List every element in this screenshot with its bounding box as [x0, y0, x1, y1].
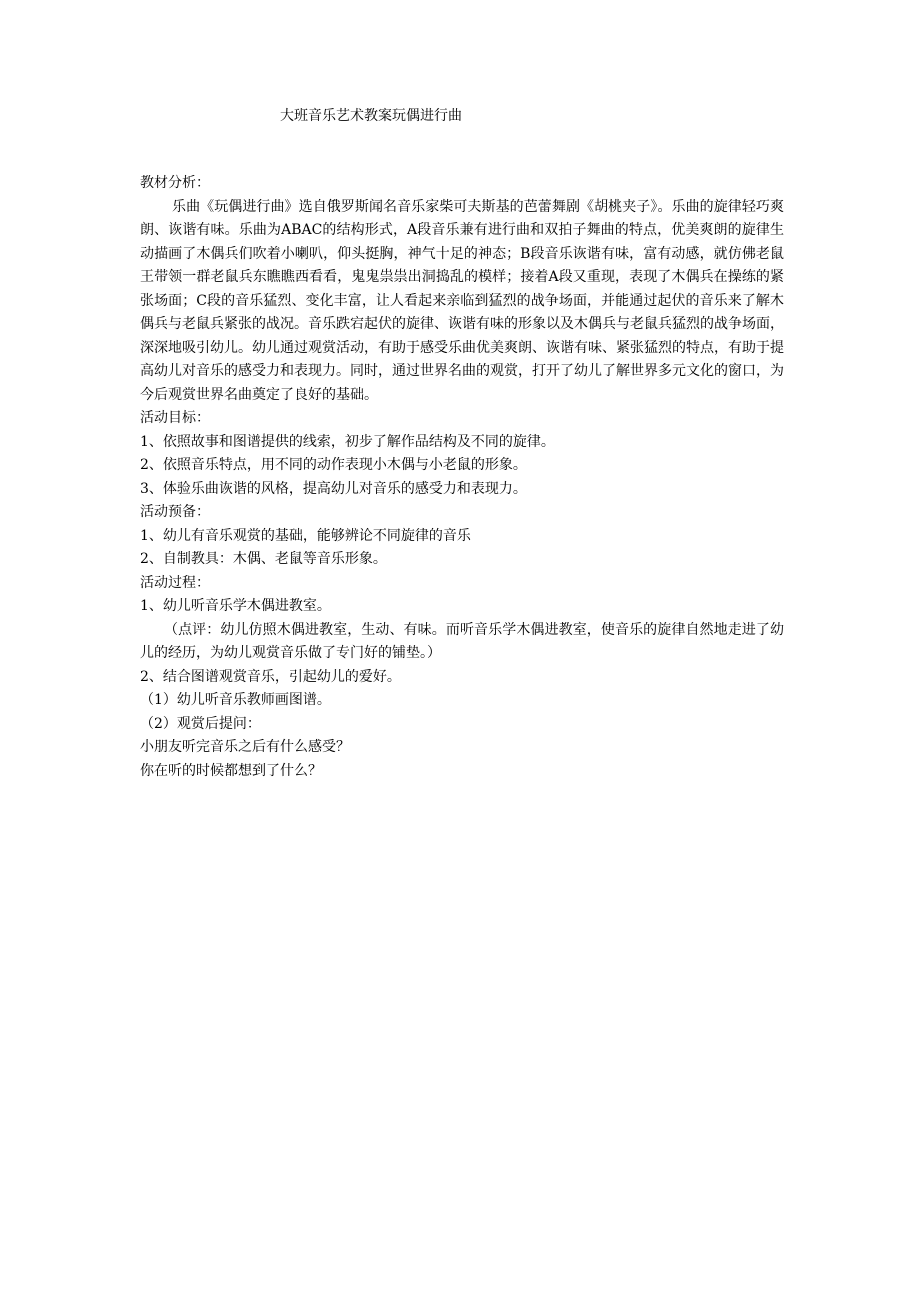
question-1: 小朋友听完音乐之后有什么感受？ [140, 739, 350, 755]
preparation-item-1: 1、幼儿有音乐观赏的基础，能够辨论不同旋律的音乐 [140, 527, 471, 544]
document-body [140, 172, 784, 783]
goal-item-3: 3、体验乐曲诙谐的风格，提高幼儿对音乐的感受力和表现力。 [140, 480, 527, 497]
goal-item-1: 1、依照故事和图谱提供的线索，初步了解作品结构及不同的旋律。 [140, 433, 555, 450]
section-heading-material-analysis: 教材分析： [140, 175, 210, 191]
process-step-2-sub-1: （1）幼儿听音乐教师画图谱。 [140, 692, 331, 708]
document-title: 大班音乐艺术教案玩偶进行曲 [280, 108, 462, 124]
question-2: 你在听的时候都想到了什么？ [140, 762, 322, 779]
process-step-1-comment: （点评：幼儿仿照木偶进教室，生动、有味。而听音乐学木偶进教室，使音乐的旋律自然地走进了幼儿的经历，为幼儿观赏音乐做了专门好的铺垫。） [140, 621, 784, 661]
process-step-2: 2、结合图谱观赏音乐，引起幼儿的爱好。 [140, 668, 401, 685]
material-analysis-paragraph: 乐曲《玩偶进行曲》选自俄罗斯闻名音乐家柴可夫斯基的芭蕾舞剧《胡桃夹子》。乐曲的旋律轻巧爽朗、诙谐有味。乐曲为ABAC的结构形式，A段音乐兼有进行曲和双拍子舞曲的特点，优美爽朗的旋律生动描画了木偶兵们吹着小喇叭，仰头挺胸，神气十足的神态；B段音乐诙谐有味，富有动感，就仿佛老鼠王带领一群老鼠兵东瞧瞧西看看，鬼鬼祟祟出洞捣乱的模样；接着A段又重现，表现了木偶兵在操练的紧张场面；C段的音乐猛烈、变化丰富，让人看起来亲临到猛烈的战争场面，并能通过起伏的音乐来了解木偶兵与老鼠兵紧张的战况。音乐跌宕起伏的旋律、诙谐有味的形象以及木偶兵与老鼠兵猛烈的战争场面，深深地吸引幼儿。幼儿通过观赏活动，有助于感受乐曲优美爽朗、诙谐有味、紧张猛烈的特点，有助于提高幼儿对音乐的感受力和表现力。同时，通过世界名曲的观赏，打开了幼儿了解世界多元文化的窗口，为今后观赏世界名曲奠定了良好的基础。 [140, 198, 784, 403]
section-heading-activity-preparation: 活动预备： [140, 504, 210, 520]
section-heading-activity-process: 活动过程： [140, 574, 210, 591]
process-step-1: 1、幼儿听音乐学木偶进教室。 [140, 598, 331, 614]
process-step-2-sub-2: （2）观赏后提问： [140, 715, 261, 732]
section-heading-activity-goals: 活动目标： [140, 410, 210, 426]
goal-item-2: 2、依照音乐特点，用不同的动作表现小木偶与小老鼠的形象。 [140, 457, 527, 473]
preparation-item-2: 2、自制教具：木偶、老鼠等音乐形象。 [140, 551, 387, 567]
